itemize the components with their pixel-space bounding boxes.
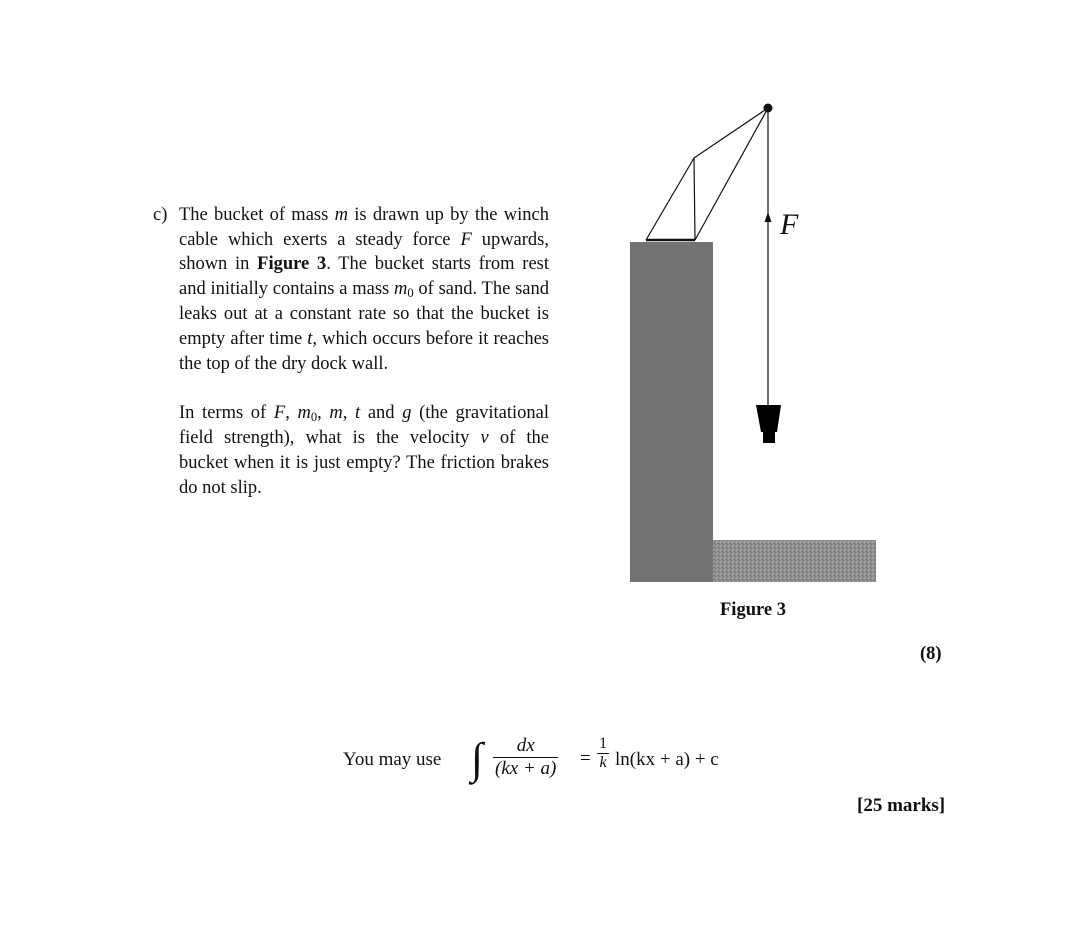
equals-sign: = (580, 748, 591, 769)
text-run: In terms of (179, 402, 274, 423)
text-run: (the gravitational field strength), what is the velocity (179, 402, 549, 449)
dock-floor (713, 540, 876, 582)
integrand-denominator: (kx + a) (495, 758, 557, 779)
integral-sign: ∫ (471, 734, 484, 783)
question-label: c) (153, 205, 168, 225)
question-block (153, 203, 549, 500)
integral-hint (343, 735, 763, 791)
text-run: and (360, 402, 403, 423)
bucket (756, 405, 781, 432)
bold-reference: Figure 3 (257, 254, 327, 275)
crane-diagram (600, 90, 900, 600)
question-paragraph-2 (179, 401, 549, 500)
text-run: , (285, 402, 298, 423)
coefficient-numerator: 1 (599, 735, 607, 752)
math-symbol: v (480, 428, 489, 449)
text-run: . The bucket starts from rest and initially contains a mass (179, 254, 549, 299)
math-symbol: t (307, 328, 313, 349)
math-symbol: m (394, 278, 408, 299)
integrand-fraction (493, 735, 558, 780)
dock-wall (630, 242, 713, 582)
force-label: F (780, 208, 799, 241)
text-run: of the bucket when it is just empty? The friction brakes do not slip. (179, 428, 549, 498)
text-run: , (342, 402, 356, 423)
crane-strut (694, 158, 695, 240)
text-run: of sand. The sand leaks out at a constant rate so that the bucket is empty after time (179, 278, 549, 349)
total-marks: [25 marks] (857, 795, 946, 816)
hint-lead: You may use (343, 749, 442, 770)
text-run: The bucket of mass (179, 205, 335, 225)
force-arrowhead (765, 212, 772, 222)
math-symbol: m (334, 205, 348, 225)
subscript: 0 (310, 409, 318, 424)
crane-jib-left (646, 158, 694, 240)
math-symbol: F (273, 402, 286, 423)
text-run: upwards, shown in (179, 229, 550, 275)
text-run: is drawn up by the winch cable which exerts a steady force (179, 205, 549, 250)
coefficient-denominator: k (599, 754, 607, 771)
crane-tie (694, 108, 768, 158)
math-symbol: m (329, 402, 343, 423)
question-paragraph-1 (179, 203, 549, 376)
bucket-base (763, 432, 775, 443)
math-symbol: t (355, 402, 361, 423)
crane-jib-right (695, 108, 768, 240)
figure-caption: Figure 3 (720, 600, 786, 620)
part-marks: (8) (920, 644, 942, 664)
figure-3 (600, 90, 900, 600)
integrand-numerator: dx (493, 735, 558, 758)
integral-result: ln(kx + a) + c (615, 749, 719, 770)
math-symbol: m (297, 402, 311, 423)
subscript: 0 (407, 285, 414, 300)
coefficient-fraction (597, 735, 609, 772)
text-run: , (317, 402, 330, 423)
text-run: , which occurs before it reaches the top of the dry dock wall. (179, 328, 549, 374)
math-symbol: F (460, 229, 472, 250)
math-symbol: g (402, 402, 412, 423)
